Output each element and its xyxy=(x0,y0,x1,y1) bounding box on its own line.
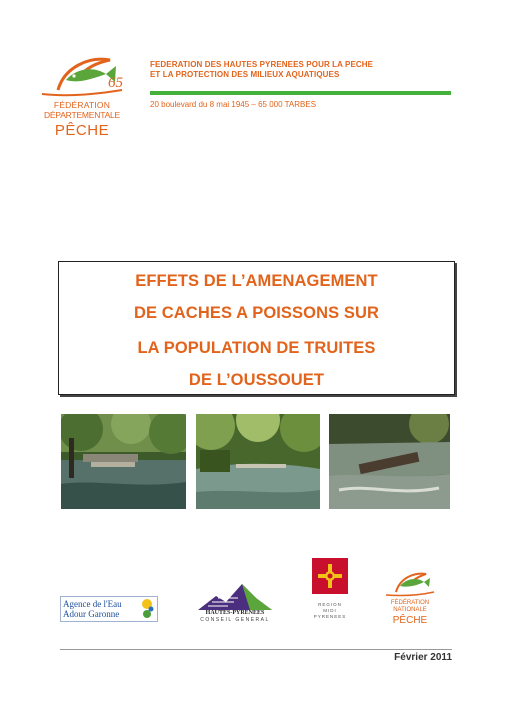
hautes-pyrenees-logo xyxy=(198,580,272,626)
publication-date: Février 2011 xyxy=(394,652,452,663)
fnp-line2: NATIONALE xyxy=(393,607,427,613)
conseil-general-text: CONSEIL GENERAL xyxy=(200,617,270,623)
department-number: 65 xyxy=(108,75,123,91)
title-line-4: DE L’OUSSOUET xyxy=(188,371,325,389)
footer-divider xyxy=(60,649,452,650)
agence-line2: Adour Garonne xyxy=(63,609,120,619)
fnp-line1: FÉDÉRATION xyxy=(390,600,430,606)
hautes-pyrenees-name: HAUTES-PYRENEES xyxy=(205,610,265,616)
fish-emblem-small-icon xyxy=(384,568,436,598)
fnp-line3: PÊCHE xyxy=(392,615,428,626)
title-line-3: LA POPULATION DE TRUITES xyxy=(137,339,376,357)
logo-text-peche: PÊCHE xyxy=(54,122,110,139)
title-line-2: DE CACHES A POISSONS SUR xyxy=(133,304,380,322)
region-midi-pyrenees-logo xyxy=(312,558,348,622)
river-photo-1 xyxy=(61,414,186,509)
logo-text-federation: FÉDÉRATION xyxy=(53,100,111,110)
federation-logo xyxy=(36,50,128,146)
region-line3: PYRENEES xyxy=(313,614,347,619)
title-line-1: EFFETS DE L’AMENAGEMENT xyxy=(135,272,378,290)
organization-name-line2: ET LA PROTECTION DES MILIEUX AQUATIQUES xyxy=(150,70,340,79)
title-box xyxy=(58,261,455,395)
agence-eau-adour-garonne-logo xyxy=(60,596,158,622)
logo-text-departementale: DÉPARTEMENTALE xyxy=(43,110,121,120)
address: 20 boulevard du 8 mai 1945 – 65 000 TARBES xyxy=(150,100,317,109)
river-photo-3 xyxy=(329,414,450,509)
region-line2: MIDI xyxy=(323,608,337,613)
header-divider xyxy=(150,91,451,95)
organization-name xyxy=(150,60,450,80)
mountain-icon xyxy=(198,580,272,610)
occitan-cross-icon xyxy=(312,558,348,594)
river-photo-2 xyxy=(196,414,320,509)
federation-nationale-peche-logo xyxy=(384,568,436,630)
region-line1: REGION xyxy=(318,602,342,607)
organization-name-line1: FEDERATION DES HAUTES PYRENEES POUR LA PECHE xyxy=(150,60,374,69)
agence-line1: Agence de l'Eau xyxy=(63,599,122,609)
